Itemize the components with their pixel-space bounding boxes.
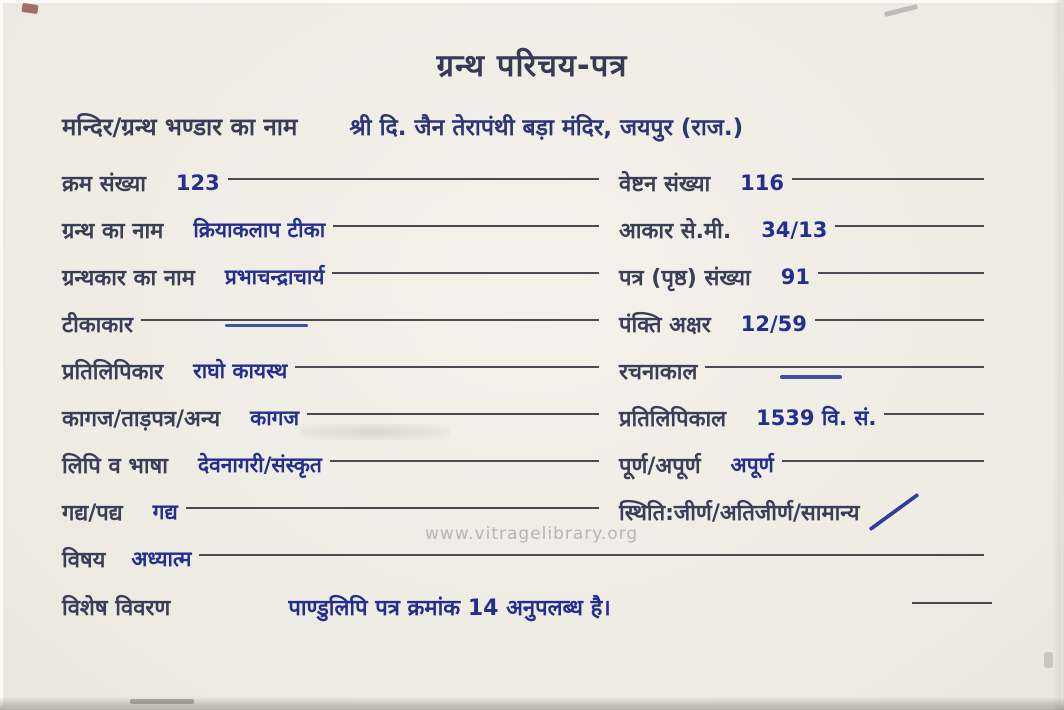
field-label: पूर्ण/अपूर्ण — [619, 454, 701, 479]
ruled-line — [141, 319, 599, 321]
watermark: www.vitragelibrary.org — [425, 524, 639, 544]
ruled-line — [884, 413, 984, 415]
field-label: स्थिति:जीर्ण/अतिजीर्ण/सामान्य — [619, 501, 860, 526]
ruled-line — [295, 366, 599, 368]
ruled-line — [782, 460, 984, 462]
field-lines-letters — [619, 309, 992, 339]
temple-name-value: श्री दि. जैन तेरापंथी बड़ा मंदिर, जयपुर (राज.) — [349, 115, 744, 141]
field-label: पंक्ति अक्षर — [619, 313, 711, 338]
temple-name-label: मन्दिर/ग्रन्थ भण्डार का नाम — [62, 113, 298, 141]
field-value: अपूर्ण — [730, 453, 774, 477]
ruled-line — [815, 319, 984, 321]
field-label: विशेष विवरण — [62, 596, 171, 621]
form-row — [62, 260, 992, 294]
field-label: ग्रन्थ का नाम — [62, 219, 164, 244]
scan-artifact — [884, 4, 918, 17]
ruled-line — [228, 178, 599, 180]
paper-edge — [1052, 0, 1064, 710]
form-row — [62, 213, 992, 247]
field-label: कागज/ताड़पत्र/अन्य — [62, 407, 221, 432]
field-composition-date — [619, 356, 992, 386]
form-row — [62, 590, 992, 624]
ruled-line — [792, 178, 984, 180]
form-row — [62, 166, 992, 200]
scan-artifact — [21, 3, 38, 14]
field-serial-number — [62, 168, 607, 198]
field-label: ग्रन्थकार का नाम — [62, 266, 195, 291]
field-label: प्रतिलिपिकार — [62, 360, 164, 385]
field-label: प्रतिलिपिकाल — [619, 407, 727, 432]
paper-edge-shadow — [0, 697, 1064, 710]
field-label: आकार से.मी. — [619, 219, 732, 244]
field-value: 123 — [175, 171, 220, 195]
field-label: रचनाकाल — [619, 360, 698, 385]
field-label: वेष्टन संख्या — [619, 172, 711, 197]
field-page-count — [619, 262, 992, 292]
field-value: कागज — [250, 406, 300, 430]
scan-smudge — [300, 424, 450, 440]
field-value: 1539 वि. सं. — [756, 406, 877, 430]
field-size-cm — [619, 215, 992, 245]
field-value: 12/59 — [740, 312, 807, 336]
field-label: विषय — [62, 548, 106, 573]
field-bundle-number — [619, 168, 992, 198]
form-row — [62, 448, 992, 482]
form-row — [62, 307, 992, 341]
form-row — [62, 542, 992, 576]
field-label: पत्र (पृष्ठ) संख्या — [619, 266, 751, 291]
field-label: लिपि व भाषा — [62, 454, 168, 479]
field-manuscript-name — [62, 215, 607, 245]
field-value: 91 — [780, 265, 810, 289]
ruled-line — [330, 460, 599, 462]
field-commentator — [62, 309, 607, 339]
ruled-line — [186, 507, 599, 509]
field-value: अध्यात्म — [131, 547, 192, 571]
field-value: 34/13 — [761, 218, 828, 242]
field-special-remarks — [62, 592, 992, 622]
temple-name-row — [62, 110, 1024, 143]
field-prose-verse — [62, 497, 607, 527]
field-value: राघो कायस्थ — [193, 359, 288, 383]
ruled-line — [199, 554, 984, 556]
field-condition — [619, 497, 992, 527]
field-value: 116 — [740, 171, 784, 195]
ruled-line — [912, 602, 992, 604]
field-copyist — [62, 356, 607, 386]
card-title: ग्रन्थ परिचय-पत्र — [436, 48, 628, 84]
ruled-line — [818, 272, 984, 274]
field-label: गद्य/पद्य — [62, 501, 123, 526]
pen-dash-composition-date-blank — [780, 375, 842, 379]
pen-dash-commentator-blank — [225, 324, 308, 327]
field-value: प्रभाचन्द्राचार्य — [224, 265, 325, 289]
field-subject — [62, 544, 992, 574]
field-value: देवनागरी/संस्कृत — [197, 453, 322, 477]
field-copy-date — [619, 403, 992, 433]
ruled-line — [333, 225, 599, 227]
form-row — [62, 354, 992, 388]
ruled-line — [332, 272, 599, 274]
field-value: पाण्डुलिपि पत्र क्रमांक 14 अनुपलब्ध है। — [288, 596, 611, 621]
field-value: गद्य — [152, 500, 178, 524]
form-row — [62, 401, 992, 435]
field-label: क्रम संख्या — [62, 172, 146, 197]
field-script-language — [62, 450, 607, 480]
ruled-line — [835, 225, 984, 227]
field-author-name — [62, 262, 607, 292]
field-label: टीकाकार — [62, 313, 133, 338]
field-complete-incomplete — [619, 450, 992, 480]
ruled-line — [307, 413, 599, 415]
ruled-line — [705, 366, 984, 368]
field-value: क्रियाकलाप टीका — [193, 218, 326, 242]
